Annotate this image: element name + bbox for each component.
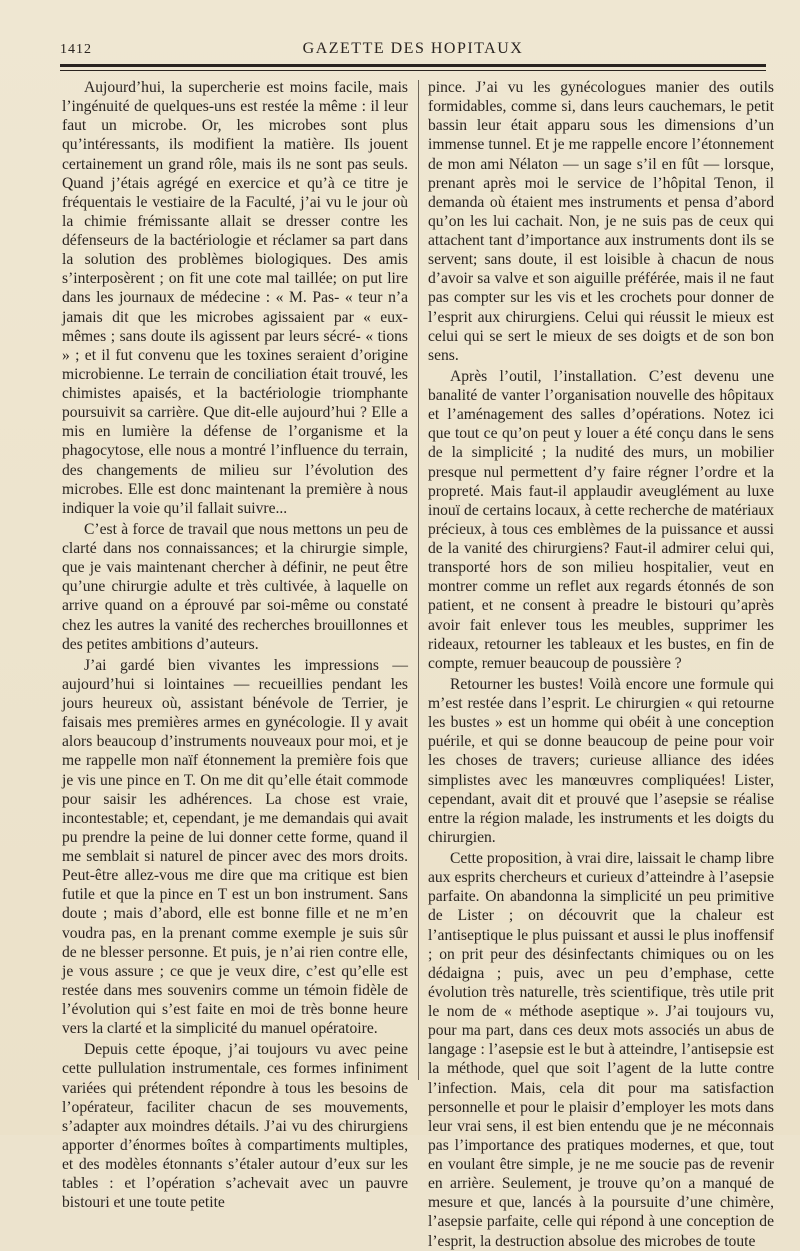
paragraph: pince. J’ai vu les gynécologues manier des outils formidables, comme si, dans leurs cauchemars, le petit bassin leur était apparu sous les dimensions d’un immense tunnel. Et je me rappelle encore l’étonnement de mon ami Nélaton — un sage s’il en fût — lorsque, prenant après moi le service de l’hôpital Tenon, il demanda où étaient mes instruments et pensa d’abord qu’on les lui cachait. Non, je ne suis pas de ceux qui attachent tant d’importance aux instruments dont ils se servent; sans doute, il est loisible à chacun de nous d’avoir sa valve et son aiguille préférée, mais il ne faut pas compter sur les vis et les crochets pour donner de l’esprit aux chirurgiens. Celui qui réussit le mieux est celui qui se sert le mieux de ses doigts et de son bon sens. [428,79,774,364]
page-header [60,36,766,62]
page-number: 1412 [60,42,92,57]
paragraph: Aujourd’hui, la supercherie est moins facile, mais l’ingénuité de quelques-uns est restée la même : il leur faut un microbe. Or, les microbes sont plus qu’intéressants, ils modifient la matière. Ils jouent certainement un grand rôle, mais ils ne sont pas seuls. Quand j’étais agrégé en exercice et qu’à ce titre je fréquentais le vestiaire de la Faculté, j’ai vu le jour où la chimie frémissante allait se dresser contre les défenseurs de la bactériologie et réclamer sa part dans la solution des problèmes biologiques. Des amis s’interposèrent ; on fit une cote mal taillée; on put lire dans les journaux de médecine : « M. Pas- « teur n’a jamais dit que les microbes agissaient par « eux-mêmes ; sans doute ils agissent par leurs sécré- « tions » ; et il fut convenu que les toxines seraient d’origine microbienne. Le terrain de conciliation était trouvé, les chimistes apaisés, et la bactériologie triomphante poursuivit sa carrière. Que dit-elle aujourd’hui ? Elle a mis en lumière la défense de l’organisme et la phagocytose, elle nous a montré l’influence du terrain, des changements de milieu sur l’évolution des microbes. Elle est donc maintenant la première à nous indiquer la voie qu’il fallait suivre... [62,79,408,517]
header-rule [60,64,766,67]
paragraph: J’ai gardé bien vivantes les impressions — aujourd’hui si lointaines — recueillies pendant les jours heureux où, assistant bénévole de Terrier, je faisais mes premières armes en gynécologie. Il y avait alors beaucoup d’instruments nouveaux pour moi, et je me rappelle mon naïf étonnement la première fois que je vis une pince en T. On me dit qu’elle était commode pour saisir les adhérences. La chose est vraie, incontestable; et, cependant, je me demandais qui avait pu prendre la peine de lui donner cette forme, quand il me semblait si naturel de pincer avec des mors droits. Peut-être allez-vous me dire que ma critique est bien futile et que la pince en T est un bon instrument. Sans doute ; mais d’abord, elle est bonne fille et ne m’en voudra pas, en la prenant comme exemple je suis sûr de ne blesser personne. Et puis, je n’ai rien contre elle, je vous assure ; ce que je veux dire, c’est qu’elle est restée dans mes souvenirs comme un témoin fidèle de l’évolution qui s’est faite en moi de très bonne heure vers la clarté et la simplicité du manuel opératoire. [62,656,408,1038]
column-divider [418,80,419,1080]
paragraph: Depuis cette époque, j’ai toujours vu avec peine cette pullulation instrumentale, ces formes infiniment variées qui prétendent répondre à tous les besoins de l’opérateur, faciliter chacun de ses mouvements, s’adapter aux moindres détails. J’ai vu des chirurgiens apporter d’énormes boîtes à compartiments multiples, et des modèles étonnants s’étaler autour d’eux sur les tables : et l’opération s’achevait avec un pauvre bistouri et une toute petite [62,1041,408,1212]
header-rule-thin [60,70,766,71]
paragraph: C’est à force de travail que nous mettons un peu de clarté dans nos connaissances; et la chirurgie simple, que je vais maintenant chercher à définir, ne peut être qu’une chirurgie adulte et très cultivée, à laquelle on arrive quand on a éprouvé par soi-même ou constaté chez les autres la vanité des recherches brouillonnes et des petites ambitions d’auteurs. [62,520,408,653]
running-title: GAZETTE DES HOPITAUX [302,40,524,57]
paragraph: Retourner les bustes! Voilà encore une formule qui m’est restée dans l’esprit. Le chirurgien « qui retourne les bustes » est un homme qui obéit à une conception puérile, et qui se donne beaucoup de peine pour voir les choses de travers; curieuse alliance des idées simplistes avec les manœuvres compliquées! Lister, cependant, avait dit et prouvé que l’asepsie se réalise entre la région malade, les instruments et les doigts du chirurgien. [428,675,774,846]
right-column [428,78,774,1251]
left-column [62,78,408,1212]
paragraph: Après l’outil, l’installation. C’est devenu une banalité de vanter l’organisation nouvelle des hôpitaux et l’aménagement des salles d’opérations. Notez ici que tout ce qu’on peut y louer a été conçu dans le sens de la simplicité ; la nudité des murs, un mobilier presque nul permettent d’y faire régner l’ordre et la propreté. Mais faut-il applaudir aveuglément au luxe inouï de certains locaux, à cette recherche de matériaux précieux, à tous ces emblèmes de la puissance et aussi de la vanité des chirurgiens? Faut-il admirer celui qui, transporté hors de son milieu hospitalier, veut en montrer comme un reflet aux regards étonnés de son patient, et ne consent à preadre le bistouri qu’après avoir fait enlever tous les meubles, supprimer les rideaux, retourner les tableaux et les bustes, en fin de compte, remuer beaucoup de poussière ? [428,367,774,672]
paragraph: Cette proposition, à vrai dire, laissait le champ libre aux esprits chercheurs et curieux d’atteindre à l’asepsie parfaite. On abandonna la simplicité un peu primitive de Lister ; on découvrit que la chaleur est l’antiseptique le plus puissant et aussi le plus inoffensif ; on prit peur des désinfectants chimiques ou on les dédaigna ; puis, avec un peu d’emphase, cette évolution très naturelle, très scientifique, très utile prit le nom de « méthode aseptique ». J’ai toujours vu, pour ma part, dans ces deux mots associés un abus de langage : l’asepsie est le but à atteindre, l’antisepsie est la méthode, quel que soit l’agent de la lutte contre l’infection. Mais, cela dit pour ma satisfaction personnelle et pour le plaisir d’employer les mots dans leur vrai sens, il est bien entendu que je ne méconnais pas l’importance des pratiques modernes, et que, tout en voulant être simple, je ne me soucie pas de revenir en arrière. Seulement, je trouve qu’on a manqué de mesure et que, lancés à la poursuite d’une chimère, l’asepsie parfaite, celle qui répond à une conception de l’esprit, la destruction absolue des microbes de toute [428,850,774,1250]
